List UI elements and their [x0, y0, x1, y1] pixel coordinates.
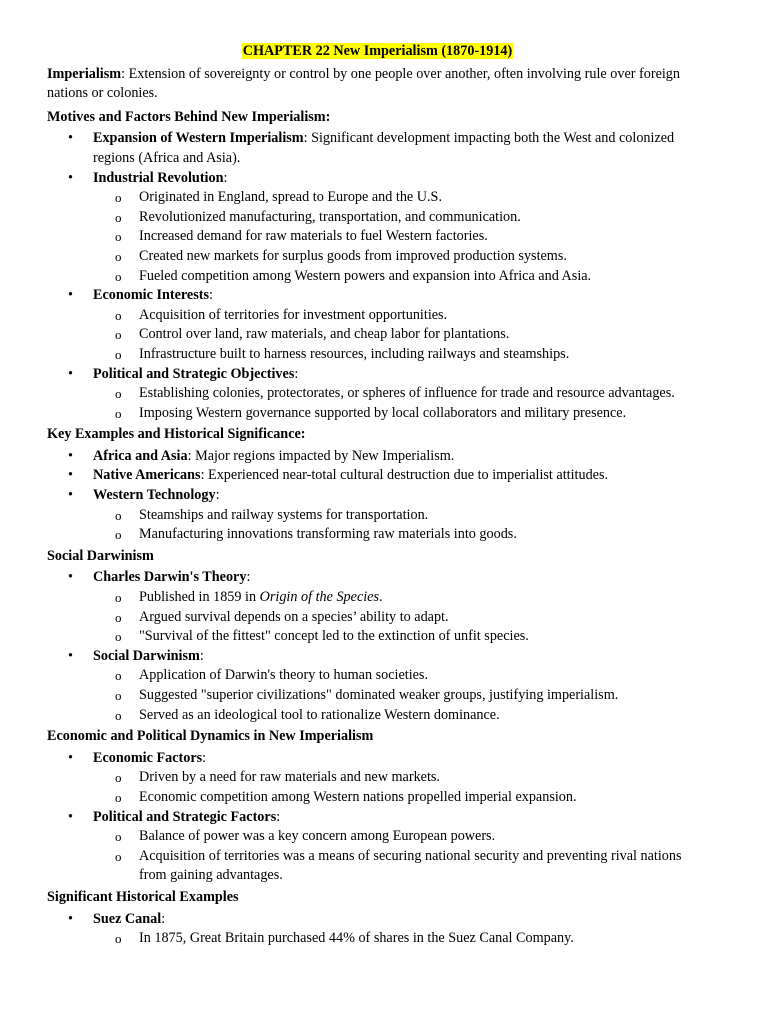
- bullet-item-text: :: [208, 287, 213, 304]
- bullet-item: [47, 486, 708, 545]
- sub-bullet-icon: o: [115, 190, 122, 206]
- bullet-item-label: Charles Darwin's Theory: [93, 569, 247, 586]
- sub-bullet-text: Published in 1859 in: [139, 589, 260, 606]
- sub-bullet-item: [93, 706, 708, 726]
- sub-bullet-icon: o: [115, 527, 122, 543]
- sub-bullet-icon: o: [115, 268, 122, 284]
- bullet-item-label: Social Darwinism: [93, 647, 200, 664]
- bullet-item: [47, 808, 708, 886]
- bullet-item: [47, 647, 708, 725]
- sub-bullet-text: Originated in England, spread to Europe and the U.S.: [139, 189, 442, 206]
- sub-bullet-icon: o: [115, 209, 122, 225]
- sub-bullet-icon: o: [115, 707, 122, 723]
- section-heading: Social Darwinism: [47, 547, 154, 564]
- bullet-item-label: Native Americans: [93, 467, 201, 484]
- sub-bullet-text: Acquisition of territories for investment opportunities.: [139, 306, 448, 323]
- sub-bullet-list: [93, 929, 708, 949]
- sub-bullet-item: [93, 768, 708, 788]
- sub-bullet-text: In 1875, Great Britain purchased 44% of shares in the Suez Canal Company.: [139, 930, 574, 947]
- bullet-item-text: :: [161, 910, 166, 927]
- intro-definition-text: : Extension of sovereignty or control by one people over another, often involving rule over foreign nations or colonies.: [47, 65, 680, 102]
- sub-bullet-item: [93, 188, 708, 208]
- sub-bullet-icon: o: [115, 931, 122, 947]
- intro-definition: [47, 65, 708, 104]
- bullet-list: [47, 749, 708, 886]
- sub-bullet-list: [93, 588, 708, 647]
- sub-bullet-text: Application of Darwin's theory to human societies.: [139, 667, 429, 684]
- sub-bullet-text: .: [379, 589, 383, 606]
- sub-bullet-icon: o: [115, 229, 122, 245]
- bullet-item: [47, 365, 708, 424]
- sub-bullet-icon: o: [115, 507, 122, 523]
- sub-bullet-item: [93, 588, 708, 608]
- bullet-icon: •: [68, 749, 73, 766]
- sub-bullet-icon: o: [115, 405, 122, 421]
- sub-bullet-item: [93, 608, 708, 628]
- bullet-item: [47, 286, 708, 364]
- sub-bullet-item: [93, 929, 708, 949]
- sub-bullet-text: Establishing colonies, protectorates, or spheres of influence for trade and resource advantages.: [139, 385, 675, 402]
- sub-bullet-item: [93, 686, 708, 706]
- bullet-item-label: Economic Factors: [93, 749, 203, 766]
- bullet-item-text: :: [223, 169, 228, 186]
- section-heading: Economic and Political Dynamics in New Imperialism: [47, 728, 374, 745]
- sub-bullet-text: Increased demand for raw materials to fuel Western factories.: [139, 228, 488, 245]
- sub-bullet-list: [93, 306, 708, 365]
- bullet-item-label: Industrial Revolution: [93, 169, 224, 186]
- sub-bullet-icon: o: [115, 327, 122, 343]
- sub-bullet-text: Control over land, raw materials, and cheap labor for plantations.: [139, 326, 510, 343]
- bullet-list: [47, 129, 708, 423]
- bullet-item-label: Economic Interests: [93, 287, 209, 304]
- bullet-item-text: :: [215, 487, 220, 504]
- sub-bullet-icon: o: [115, 668, 122, 684]
- sub-bullet-item: [93, 325, 708, 345]
- bullet-item-label: Africa and Asia: [93, 447, 188, 464]
- sub-bullet-list: [93, 188, 708, 286]
- bullet-icon: •: [68, 467, 73, 484]
- sub-bullet-icon: o: [115, 629, 122, 645]
- sub-bullet-icon: o: [115, 848, 122, 864]
- sub-bullet-icon: o: [115, 688, 122, 703]
- bullet-item: [47, 466, 708, 486]
- sub-bullet-text: Manufacturing innovations transforming raw materials into goods.: [139, 526, 517, 543]
- sub-bullet-item: [93, 666, 708, 686]
- bullet-icon: •: [68, 647, 73, 664]
- sub-bullet-icon: o: [115, 590, 122, 606]
- sub-bullet-item: [93, 827, 708, 847]
- chapter-title-text: CHAPTER 22 New Imperialism (1870-1914): [242, 43, 513, 59]
- bullet-list: [47, 910, 708, 949]
- bullet-item-text: :: [199, 647, 204, 664]
- bullet-list: [47, 568, 708, 725]
- sub-bullet-list: [93, 384, 708, 423]
- bullet-item-label: Suez Canal: [93, 910, 162, 927]
- sub-bullet-text: "Survival of the fittest" concept led to the extinction of unfit species.: [139, 628, 529, 645]
- bullet-icon: •: [68, 569, 73, 586]
- bullet-icon: •: [68, 487, 73, 504]
- bullet-item-label: Political and Strategic Factors: [93, 808, 277, 825]
- section-heading: Significant Historical Examples: [47, 888, 239, 905]
- bullet-item: [47, 169, 708, 287]
- bullet-item-label: Expansion of Western Imperialism: [93, 130, 304, 147]
- bullet-icon: •: [68, 169, 73, 186]
- sub-bullet-icon: o: [115, 346, 122, 362]
- sub-bullet-item: [93, 247, 708, 267]
- sub-bullet-item: [93, 267, 708, 287]
- sub-bullet-item: [93, 384, 708, 404]
- bullet-item-text: : Major regions impacted by New Imperialism.: [187, 447, 455, 464]
- sub-bullet-icon: o: [115, 770, 122, 786]
- sub-bullet-icon: o: [115, 829, 122, 845]
- intro-term: Imperialism: [47, 65, 122, 82]
- bullet-item-text: : Experienced near-total cultural destruction due to imperialist attitudes.: [200, 467, 609, 484]
- sub-bullet-item: [93, 227, 708, 247]
- sub-bullet-item: [93, 345, 708, 365]
- sections-container: [47, 108, 708, 949]
- sub-bullet-text: Imposing Western governance supported by local collaborators and military presence.: [139, 404, 627, 421]
- sub-bullet-item: [93, 788, 708, 808]
- sub-bullet-text: Revolutionized manufacturing, transportation, and communication.: [139, 208, 521, 225]
- sub-bullet-item: [93, 847, 708, 886]
- sub-bullet-text: Acquisition of territories was a means of securing national security and preventing rival nations from gaining advantages.: [139, 847, 682, 884]
- sub-bullet-list: [93, 666, 708, 725]
- sub-bullet-icon: o: [115, 307, 122, 323]
- sub-bullet-text: Suggested "superior civilizations" dominated weaker groups, justifying imperialism.: [139, 687, 619, 703]
- bullet-item: [47, 447, 708, 467]
- bullet-icon: •: [68, 130, 73, 147]
- bullet-item-label: Western Technology: [93, 487, 216, 504]
- sub-bullet-item: [93, 525, 708, 545]
- bullet-icon: •: [68, 910, 73, 927]
- bullet-item-text: :: [276, 808, 281, 825]
- sub-bullet-item: [93, 306, 708, 326]
- bullet-icon: •: [68, 447, 73, 464]
- sub-bullet-item: [93, 208, 708, 228]
- bullet-item-text: :: [246, 569, 251, 586]
- book-title: Origin of the Species: [259, 589, 379, 606]
- bullet-item-text: :: [202, 749, 207, 766]
- bullet-item: [47, 129, 708, 168]
- sub-bullet-text: Served as an ideological tool to rationalize Western dominance.: [139, 706, 500, 723]
- sub-bullet-text: Infrastructure built to harness resources, including railways and steamships.: [139, 345, 570, 362]
- sub-bullet-icon: o: [115, 386, 122, 402]
- bullet-icon: •: [68, 365, 73, 382]
- chapter-title: [47, 42, 708, 62]
- sub-bullet-text: Driven by a need for raw materials and new markets.: [139, 769, 440, 786]
- bullet-item-label: Political and Strategic Objectives: [93, 365, 295, 382]
- bullet-item: [47, 568, 708, 646]
- sub-bullet-icon: o: [115, 609, 122, 625]
- sub-bullet-text: Steamships and railway systems for transportation.: [139, 506, 429, 523]
- sub-bullet-text: Created new markets for surplus goods from improved production systems.: [139, 247, 567, 264]
- sub-bullet-list: [93, 827, 708, 886]
- bullet-item: [47, 749, 708, 808]
- bullet-item-text: :: [294, 365, 299, 382]
- bullet-item-text: : Significant development impacting both the West and colonized regions (Africa and Asia).: [93, 130, 675, 166]
- sub-bullet-text: Fueled competition among Western powers and expansion into Africa and Asia.: [139, 267, 592, 284]
- sub-bullet-text: Argued survival depends on a species’ ability to adapt.: [139, 608, 449, 625]
- sub-bullet-text: Balance of power was a key concern among European powers.: [139, 828, 496, 845]
- sub-bullet-list: [93, 506, 708, 545]
- sub-bullet-list: [93, 768, 708, 807]
- bullet-item: [47, 910, 708, 949]
- sub-bullet-item: [93, 506, 708, 526]
- section-heading: Key Examples and Historical Significance:: [47, 426, 306, 443]
- sub-bullet-item: [93, 404, 708, 424]
- bullet-icon: •: [68, 808, 73, 825]
- sub-bullet-item: [93, 627, 708, 647]
- sub-bullet-icon: o: [115, 789, 122, 805]
- bullet-list: [47, 447, 708, 545]
- section-heading: Motives and Factors Behind New Imperialism:: [47, 108, 331, 125]
- sub-bullet-text: Economic competition among Western nations propelled imperial expansion.: [139, 788, 577, 805]
- bullet-icon: •: [68, 287, 73, 304]
- sub-bullet-icon: o: [115, 248, 122, 264]
